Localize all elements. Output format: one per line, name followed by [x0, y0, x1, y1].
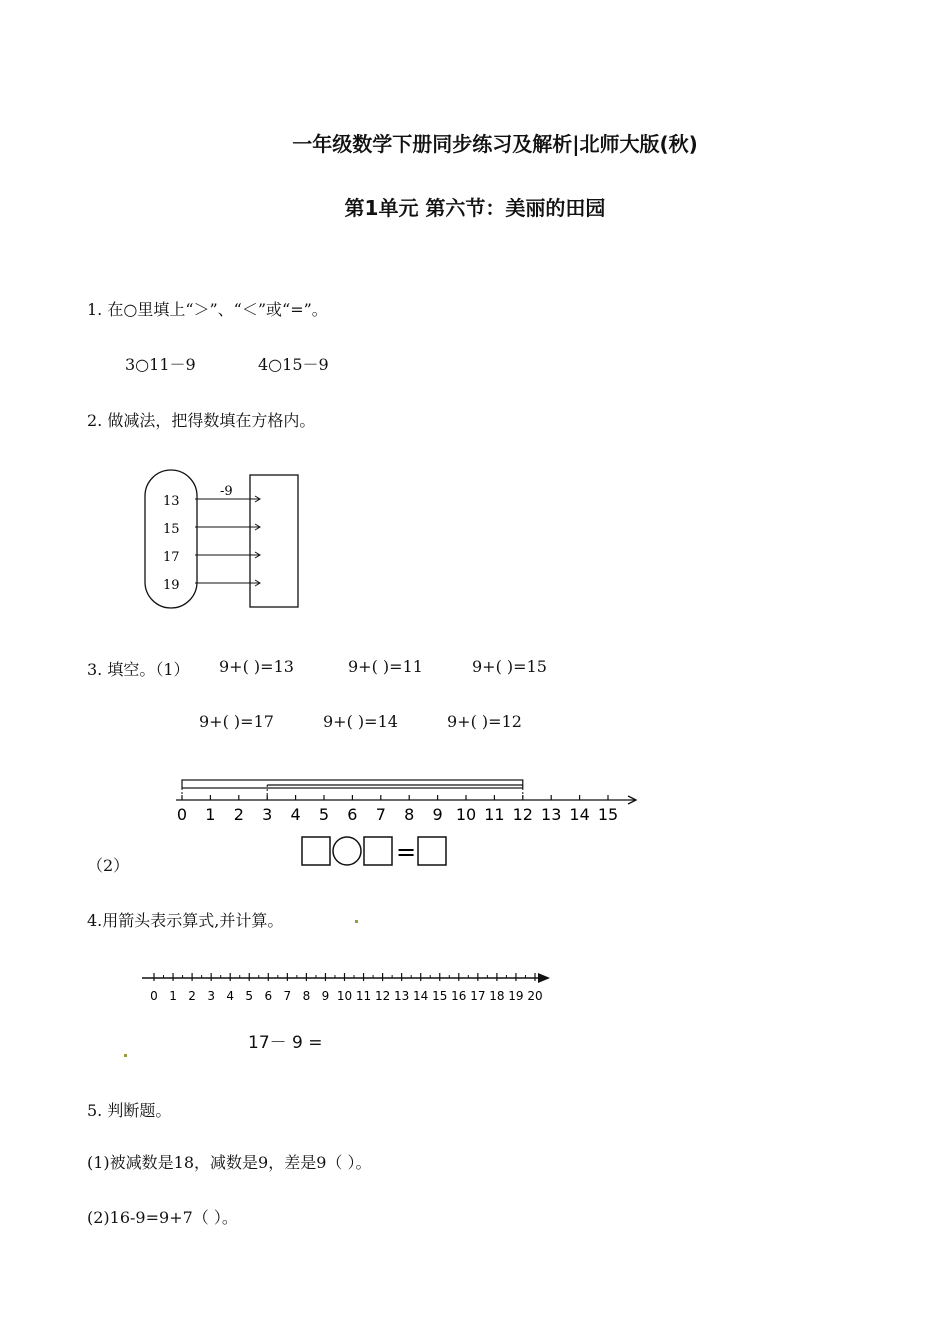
q2-prompt: 2. 做减法，把得数填在方格内。 [87, 411, 316, 430]
tick-label-0: 0 [150, 989, 158, 1003]
tick-label-5: 5 [245, 989, 254, 1003]
tick-label-13: 13 [394, 989, 410, 1003]
tick-label-3: 3 [262, 805, 273, 824]
doc-subtitle: 第1单元 第六节：美丽的田园 [344, 196, 606, 220]
tick-label-9: 9 [321, 989, 330, 1003]
q5-item-1: (1)被减数是18，减数是9，差是9（ ）。 [87, 1153, 372, 1172]
tick-label-19: 19 [508, 989, 524, 1003]
axis-arrow-icon [538, 973, 550, 983]
number-15: 15 [163, 522, 180, 537]
tick-label-6: 6 [347, 805, 358, 824]
q3-number-line [170, 772, 650, 830]
number-19: 19 [163, 578, 180, 593]
tick-label-13: 13 [541, 805, 562, 824]
speck-mark [124, 1054, 127, 1057]
tick-label-12: 12 [374, 989, 391, 1003]
tick-label-11: 11 [484, 805, 505, 824]
box-equation [300, 834, 450, 868]
tick-label-9: 9 [432, 805, 443, 824]
tick-label-10: 10 [336, 989, 353, 1003]
tick-label-1: 1 [169, 989, 177, 1003]
number-13: 13 [163, 494, 180, 509]
tick-label-15: 15 [432, 989, 448, 1003]
q1-expr-2: 4○15－9 [258, 355, 329, 374]
tick-label-2: 2 [233, 805, 244, 824]
number-17: 17 [163, 550, 180, 565]
q5-prompt: 5. 判断题。 [87, 1101, 172, 1120]
q3-part2-label: （2） [87, 856, 130, 875]
tick-label-6: 6 [264, 989, 273, 1003]
tick-label-11: 11 [355, 989, 372, 1003]
tick-label-12: 12 [512, 805, 533, 824]
blank-box-1[interactable] [302, 837, 330, 865]
tick-label-3: 3 [207, 989, 215, 1003]
tick-label-8: 8 [302, 989, 311, 1003]
doc-title: 一年级数学下册同步练习及解析|北师大版(秋) [292, 132, 698, 156]
tick-label-15: 15 [597, 805, 619, 824]
tick-label-2: 2 [188, 989, 196, 1003]
q3-row2-eq2: 9+( )=14 [323, 712, 398, 731]
q4-number-line [138, 968, 558, 1008]
bar-outer [182, 780, 523, 788]
tick-label-18: 18 [489, 989, 505, 1003]
q3-row1-eq2: 9+( )=11 [348, 657, 423, 676]
subtraction-machine-diagram [140, 465, 310, 615]
q1-prompt: 1. 在○里填上“＞”、“＜”或“=”。 [87, 300, 328, 319]
blank-circle[interactable] [333, 837, 361, 865]
tick-label-4: 4 [290, 805, 301, 824]
q4-equation: 17－ 9 = [248, 1033, 323, 1053]
tick-label-14: 14 [413, 989, 429, 1003]
tick-label-5: 5 [318, 805, 330, 824]
q4-prompt: 4.用箭头表示算式,并计算。 [87, 911, 284, 930]
q3-prompt: 3. 填空。（1） [87, 660, 190, 679]
answer-box[interactable] [250, 475, 298, 607]
speck-mark [355, 920, 358, 923]
tick-label-17: 17 [470, 989, 486, 1003]
tick-label-16: 16 [451, 989, 467, 1003]
q3-row1-eq3: 9+( )=15 [472, 657, 547, 676]
blank-box-2[interactable] [364, 837, 392, 865]
tick-label-4: 4 [226, 989, 235, 1003]
operator-label: -9 [220, 484, 233, 499]
tick-label-0: 0 [176, 805, 188, 824]
q3-row1-eq1: 9+( )=13 [219, 657, 294, 676]
tick-label-7: 7 [283, 989, 292, 1003]
tick-label-14: 14 [569, 805, 590, 824]
q5-item-2: (2)16-9=9+7（ ）。 [87, 1208, 238, 1227]
tick-label-7: 7 [375, 805, 386, 824]
tick-label-1: 1 [205, 805, 216, 824]
tick-label-20: 20 [527, 989, 543, 1003]
tick-label-8: 8 [404, 805, 415, 824]
q3-row2-eq1: 9+( )=17 [199, 712, 274, 731]
tick-label-10: 10 [455, 805, 477, 824]
q3-row2-eq3: 9+( )=12 [447, 712, 522, 731]
q1-expr-1: 3○11－9 [125, 355, 196, 374]
blank-box-3[interactable] [418, 837, 446, 865]
equals-sign: = [396, 838, 417, 866]
